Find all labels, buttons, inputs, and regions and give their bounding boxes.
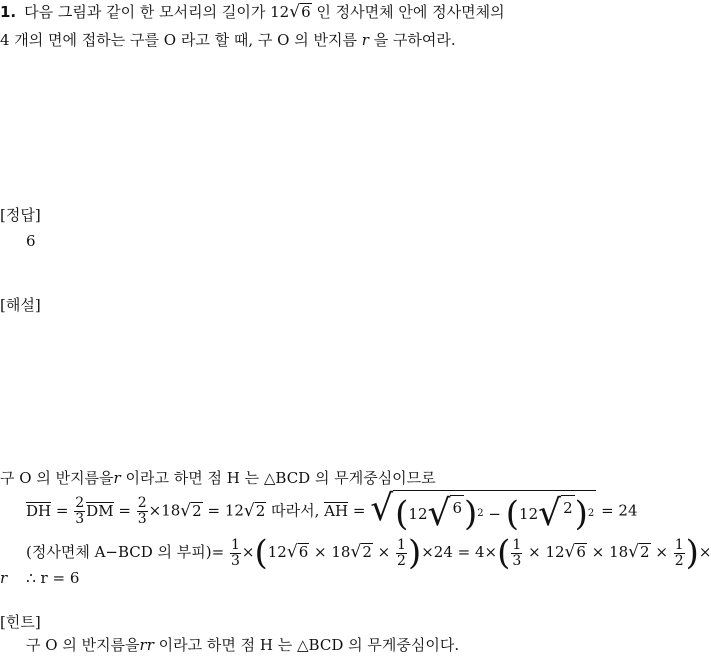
hint-label: [힌트] <box>0 613 41 631</box>
solution-label: [해설] <box>0 296 41 314</box>
sqrt-6: √ 6 <box>289 2 311 22</box>
solution-line-1: 구 O 의 반지름을r 이라고 하면 점 H 는 △BCD 의 무게중심이므로 <box>0 469 436 487</box>
answer-label: [정답] <box>0 206 41 224</box>
question-line-2: 4 개의 면에 접하는 구를 O 라고 할 때, 구 O 의 반지름 r 을 구하여라. <box>0 31 456 49</box>
hint-text: 구 O 의 반지름을rr 이라고 하면 점 H 는 △BCD 의 무게중심이다. <box>26 636 460 654</box>
answer-value: 6 <box>26 232 36 250</box>
solution-line-2: DH = $\frac{2}{3}$ DM = $\frac{2}{3}$ ×18 √ 2 = 12 √ 2 따라서, AH = √ ( 12 √ 6 ) 2 − ( 12 √ 2 ) 2 = 24 <box>26 488 638 534</box>
question-text-b: 인 정사면체 안에 정사면체의 <box>316 3 505 21</box>
solution-line-4: r ∴ r = 6 <box>0 569 80 587</box>
question-text-a: 다음 그림과 같이 한 모서리의 길이가 <box>24 3 266 21</box>
question-number: 1. <box>0 3 17 21</box>
solution-line-3: (정사면체 A−BCD 의 부피)= $\frac{1}{3}$ ×(12 √ 6 × 18 √ 2 × $\frac{1}{2}$ )×24 = 4×( $\frac{1}{3}$ × 12 √ 6 × 18 √ 2 × $\frac{1}{2}$ )× <box>26 533 711 573</box>
question-line-1: 1. 다음 그림과 같이 한 모서리의 길이가 12 √ 6 인 정사면체 안에 정사면체의 <box>0 2 505 22</box>
